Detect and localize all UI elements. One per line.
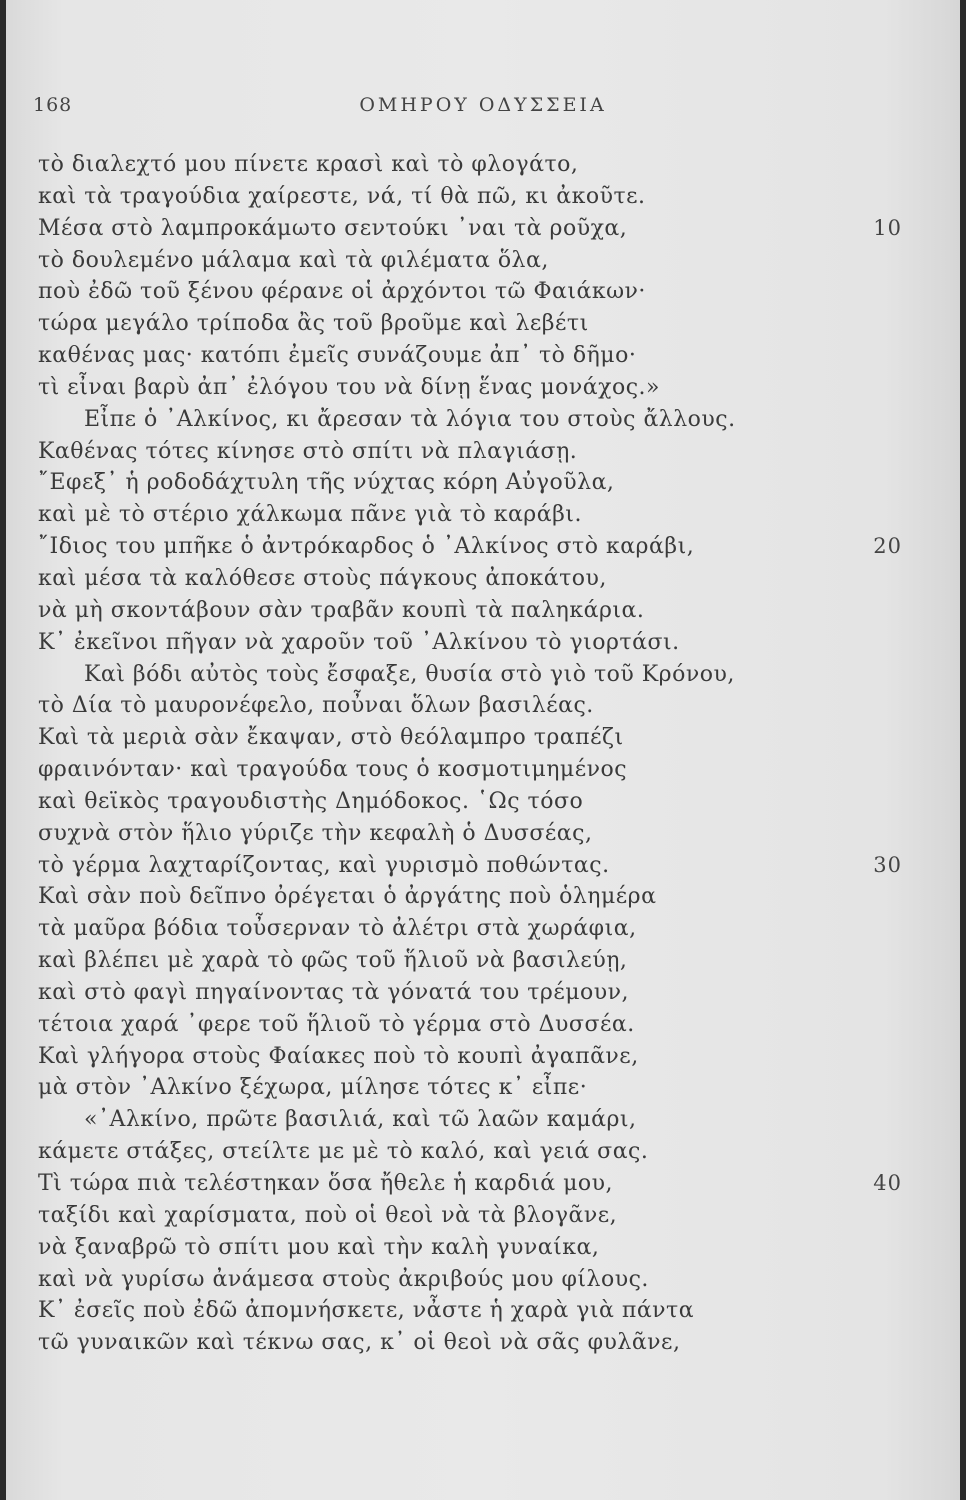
poem-line-text: μὰ στὸν ᾿Αλκίνο ξέχωρα, μίλησε τότες κ᾿ εἶπε· [38, 1075, 588, 1101]
poem-line-text: Μέσα στὸ λαμπροκάμωτο σεντούκι ᾿ναι τὰ ροῦχα, [38, 215, 628, 241]
poem-line [6, 404, 960, 436]
poem-line-text: Καὶ βόδι αὐτὸς τοὺς ἔσφαξε, θυσία στὸ γιὸ τοῦ Κρόνου, [84, 661, 735, 687]
poem-line [6, 1264, 960, 1296]
page-number: 168 [33, 94, 73, 116]
poem-line-text: τέτοια χαρά ᾿φερε τοῦ ἥλιοῦ τὸ γέρμα στὸ Δυσσέα. [38, 1011, 635, 1037]
poem-line [6, 563, 960, 595]
poem-line [6, 213, 960, 245]
poem-line-text: καὶ θεϊκὸς τραγουδιστὴς Δημόδοκος. ῾Ως τόσο [38, 788, 584, 814]
poem-line-text: καὶ μὲ τὸ στέριο χάλκωμα πᾶνε γιὰ τὸ καράβι. [38, 502, 582, 528]
poem-line-text: καὶ μέσα τὰ καλόθεσε στοὺς πάγκους ἀποκάτου, [38, 565, 607, 591]
poem-line [6, 722, 960, 754]
poem-line [6, 945, 960, 977]
poem-line-text: τὸ διαλεχτό μου πίνετε κρασὶ καὶ τὸ φλογάτο, [38, 152, 579, 177]
poem-line [6, 850, 960, 882]
poem-line-text: ῎Εφεξ᾿ ἡ ροδοδάχτυλη τῆς νύχτας κόρη Αὐγοῦλα, [38, 470, 615, 496]
line-number: 40 [873, 1171, 902, 1195]
poem-line [6, 499, 960, 531]
poem-line-text: τὶ εἶναι βαρὺ ἀπ᾿ ἐλόγου του νὰ δίνῃ ἕνας μονάχος.» [38, 374, 661, 400]
poem-line [6, 149, 960, 181]
poem-line-text: Καθένας τότες κίνησε στὸ σπίτι νὰ πλαγιάσῃ. [38, 438, 578, 464]
poem-line [6, 276, 960, 308]
poem-line-text: Καὶ γλήγορα στοὺς Φαίακες ποὺ τὸ κουπὶ ἀγαπᾶνε, [38, 1043, 639, 1069]
poem-line-text: Κ᾿ ἐσεῖς ποὺ ἐδῶ ἀπομνήσκετε, νἆστε ἡ χαρὰ γιὰ πάντα [38, 1298, 695, 1324]
poem-line [6, 308, 960, 340]
poem-line-text: Τὶ τώρα πιὰ τελέστηκαν ὅσα ἤθελε ἡ καρδιά μου, [38, 1171, 613, 1196]
poem-line-text: τὸ γέρμα λαχταρίζοντας, καὶ γυρισμὸ ποθώντας. [38, 852, 610, 878]
poem-line [6, 1072, 960, 1104]
line-number: 10 [873, 215, 902, 240]
poem-line [6, 627, 960, 659]
line-number: 20 [873, 534, 902, 559]
poem-line [6, 1009, 960, 1041]
poem-line-text: τώρα μεγάλο τρίποδα ἂς τοῦ βροῦμε καὶ λεβέτι [38, 311, 589, 337]
poem-line [6, 531, 960, 563]
poem-line-text: κάμετε στάξες, στείλτε με μὲ τὸ καλό, καὶ γειά σας. [38, 1139, 649, 1165]
poem-line [6, 1327, 960, 1359]
poem-line-text: τὸ δουλεμένο μάλαμα καὶ τὰ φιλέματα ὅλα, [38, 247, 549, 273]
poem-line-text: καὶ βλέπει μὲ χαρὰ τὸ φῶς τοῦ ἥλιοῦ νὰ βασιλεύῃ, [38, 948, 628, 974]
poem-line-text: καὶ τὰ τραγούδια χαίρεστε, νά, τί θὰ πῶ, κι ἀκοῦτε. [38, 183, 646, 209]
poem-line-text: «᾿Αλκίνο, πρῶτε βασιλιά, καὶ τῶ λαῶν καμάρι, [84, 1107, 637, 1133]
poem-line [6, 1136, 960, 1168]
poem-line-text: Καὶ τὰ μεριὰ σὰν ἔκαψαν, στὸ θεόλαμπρο τραπέζι [38, 725, 624, 751]
poem-line [6, 754, 960, 786]
running-head: ΟΜΗΡΟΥ ΟΔΥΣΣΕΙΑ [359, 94, 607, 116]
poem-line-text: Κ᾿ ἐκεῖνοι πῆγαν νὰ χαροῦν τοῦ ᾿Αλκίνου τὸ γιορτάσι. [38, 629, 680, 655]
book-page [6, 0, 960, 1500]
poem-line-text: ῎Ιδιος του μπῆκε ὁ ἀντρόκαρδος ὁ ᾿Αλκίνος στὸ καράβι, [38, 534, 695, 560]
poem-line-text: τὸ Δία τὸ μαυρονέφελο, ποὖναι ὅλων βασιλέας. [38, 693, 594, 719]
poem-line [6, 1168, 960, 1200]
poem-line [6, 1200, 960, 1232]
poem-line-text: Καὶ σὰν ποὺ δεῖπνο ὀρέγεται ὁ ἀργάτης ποὺ ὁλημέρα [38, 884, 657, 910]
poem-line [6, 372, 960, 404]
poem-line [6, 977, 960, 1009]
poem-line [6, 659, 960, 691]
poem-line [6, 181, 960, 213]
poem-line-text: νὰ ξαναβρῶ τὸ σπίτι μου καὶ τὴν καλὴ γυναίκα, [38, 1234, 600, 1260]
poem-line-text: συχνὰ στὸν ἥλιο γύριζε τὴν κεφαλὴ ὁ Δυσσέας, [38, 820, 593, 846]
poem-line [6, 1041, 960, 1073]
poem-line [6, 913, 960, 945]
poem-body [6, 149, 960, 1359]
poem-line-text: φραινόνταν· καὶ τραγούδα τους ὁ κοσμοτιμημένος [38, 757, 628, 783]
poem-line-text: καὶ νὰ γυρίσω ἀνάμεσα στοὺς ἀκριβούς μου φίλους. [38, 1266, 649, 1292]
poem-line [6, 881, 960, 913]
poem-line [6, 786, 960, 818]
poem-line [6, 245, 960, 277]
poem-line [6, 1232, 960, 1264]
poem-line [6, 690, 960, 722]
poem-line [6, 436, 960, 468]
poem-line [6, 595, 960, 627]
line-number: 30 [873, 852, 902, 877]
poem-line [6, 818, 960, 850]
poem-line-text: ταξίδι καὶ χαρίσματα, ποὺ οἱ θεοὶ νὰ τὰ βλογᾶνε, [38, 1202, 618, 1228]
poem-line-text: Εἶπε ὁ ᾿Αλκίνος, κι ἄρεσαν τὰ λόγια του στοὺς ἄλλους. [84, 406, 736, 432]
poem-line [6, 340, 960, 372]
poem-line [6, 1104, 960, 1136]
poem-line [6, 1295, 960, 1327]
poem-line-text: καὶ στὸ φαγὶ πηγαίνοντας τὰ γόνατά του τρέμουν, [38, 979, 630, 1005]
poem-line-text: τὰ μαῦρα βόδια τοὖσερναν τὸ ἀλέτρι στὰ χωράφια, [38, 916, 637, 942]
poem-line [6, 467, 960, 499]
poem-line-text: καθένας μας· κατόπι ἐμεῖς συνάζουμε ἀπ᾿ τὸ δῆμο· [38, 343, 637, 369]
poem-line-text: νὰ μὴ σκοντάβουν σὰν τραβᾶν κουπὶ τὰ παληκάρια. [38, 597, 645, 623]
poem-line-text: ποὺ ἐδῶ τοῦ ξένου φέρανε οἱ ἀρχόντοι τῶ Φαιάκων· [38, 279, 646, 305]
poem-line-text: τῶ γυναικῶν καὶ τέκνω σας, κ᾿ οἱ θεοὶ νὰ σᾶς φυλᾶνε, [38, 1330, 681, 1356]
